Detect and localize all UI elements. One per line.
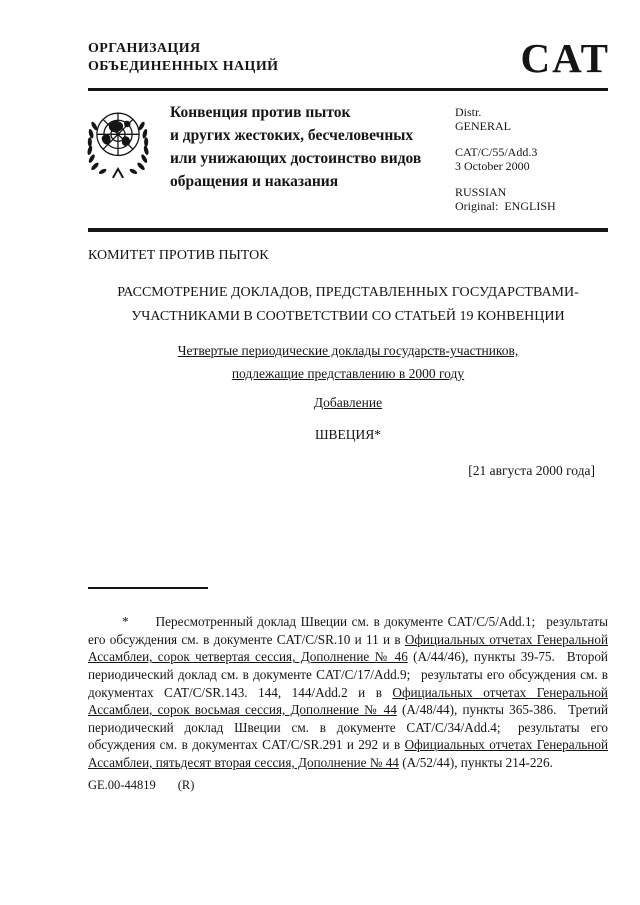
un-emblem-icon xyxy=(86,104,150,180)
footnote-separator xyxy=(88,587,208,589)
language-group xyxy=(455,186,556,213)
footnote-segment: (А/48/44), пункты 365-386. Третий периодический доклад Швеции см. в документе CAT/C/34/Add.4; результаты его обсуждения см. в документах CAT/C/SR.291 и 292 и в xyxy=(88,702,608,753)
convention-title-line: и других жестоких, бесчеловечных xyxy=(170,127,414,144)
footnote-segment: Пересмотренный доклад Швеции см. в документе CAT/C/5/Add.1; результаты его обсуждения см. в документе CAT/C/SR.10 и 11 и в xyxy=(88,614,608,647)
convention-title-line: обращения и наказания xyxy=(170,173,339,190)
footnote-text xyxy=(88,613,608,771)
convention-title-line: Конвенция против пыток xyxy=(170,104,351,121)
doc-number-group xyxy=(455,146,556,173)
org-name-line2: ОБЪЕДИНЕННЫХ НАЦИЙ xyxy=(88,59,279,74)
footnote-body xyxy=(88,614,608,770)
org-name-line1: ОРГАНИЗАЦИЯ xyxy=(88,41,201,56)
distr-value: GENERAL xyxy=(455,118,511,133)
report-subtitle xyxy=(88,339,608,385)
emblem-continents xyxy=(102,121,131,146)
emblem-stems xyxy=(113,169,123,178)
footnote-citation-underlined: Официальных отчетах Генеральной Ассамблеи, сорок четвертая сессия, Дополнение № 46 xyxy=(88,631,608,665)
report-heading xyxy=(88,281,608,329)
committee-heading: КОМИТЕТ ПРОТИВ ПЫТОК xyxy=(88,248,269,263)
report-subtitle-line: Четвертые периодические доклады государств-участников, xyxy=(177,343,519,358)
masthead-bottom-rule xyxy=(88,228,608,232)
report-heading-line: РАССМОТРЕНИЕ ДОКЛАДОВ, ПРЕДСТАВЛЕННЫХ ГОСУДАРСТВАМИ- xyxy=(117,285,579,300)
report-subtitle-line: подлежащие представлению в 2000 году xyxy=(231,366,465,381)
doc-date: 3 October 2000 xyxy=(455,158,530,173)
country-heading: ШВЕЦИЯ* xyxy=(314,427,382,442)
doc-original-language: Original: ENGLISH xyxy=(455,198,556,213)
addendum-heading: Добавление xyxy=(313,395,383,410)
convention-title-line: или унижающих достоинство видов xyxy=(170,150,422,167)
report-heading-line: УЧАСТНИКАМИ В СООТВЕТСТВИИ СО СТАТЬЕЙ 19 КОНВЕНЦИИ xyxy=(131,309,565,324)
doc-language: RUSSIAN xyxy=(455,185,507,199)
language-code: (R) xyxy=(177,778,195,792)
submission-date: [21 августа 2000 года] xyxy=(468,463,595,478)
footnote-citation-underlined: Официальных отчетах Генеральной Ассамблеи, сорок восьмая сессия, Дополнение № 44 xyxy=(88,684,608,718)
footnote-segment: (А/44/46), пункты 39-75. Второй периодический доклад см. в документе CAT/C/17/Add.9; результаты его обсуждения см. в документах CAT/C/SR.143. 144, 144/Add.2 и в xyxy=(88,649,608,700)
distr-label: Distr. xyxy=(455,105,482,119)
distr-group xyxy=(455,106,556,133)
masthead-top-rule xyxy=(88,88,608,91)
convention-title xyxy=(170,101,460,193)
footnote-citation-underlined: Официальных отчетах Генеральной Ассамблеи, пятьдесят вторая сессия, Дополнение № 44 xyxy=(88,737,608,770)
footnote-segment: (А/52/44), пункты 214-226. xyxy=(398,754,553,770)
footer-reference xyxy=(88,778,194,793)
doc-number: CAT/C/55/Add.3 xyxy=(455,145,538,159)
distribution-info xyxy=(455,106,556,226)
ge-number: GE.00-44819 xyxy=(88,778,156,792)
footnote-marker: * xyxy=(122,614,129,630)
org-name xyxy=(88,40,278,76)
doc-symbol-large: CAT xyxy=(520,35,610,81)
